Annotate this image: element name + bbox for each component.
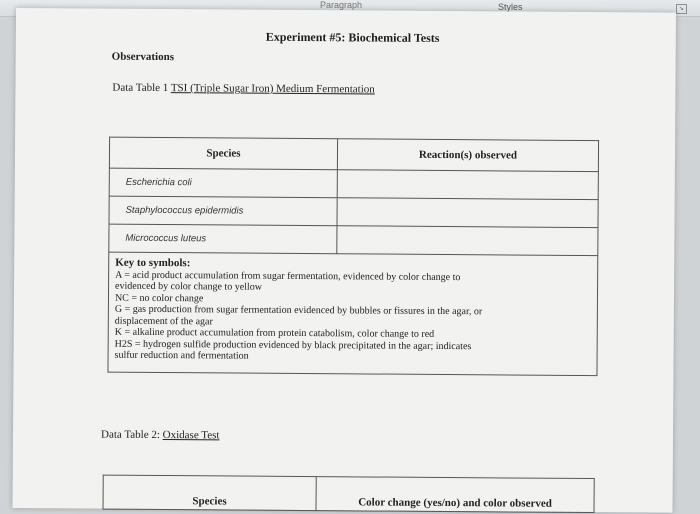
key-to-symbols bbox=[108, 252, 598, 375]
key-line: G = gas production from sugar fermentation evidenced by bubbles or fissures in the agar, or bbox=[114, 303, 483, 318]
column-header-reaction: Reaction(s) observed bbox=[337, 139, 598, 172]
tsi-table bbox=[107, 137, 599, 376]
section-heading: Observations bbox=[111, 50, 175, 64]
column-header-species: Species bbox=[103, 475, 316, 510]
ribbon-styles-label[interactable]: Styles bbox=[498, 2, 523, 12]
table1-caption bbox=[112, 82, 374, 96]
species-cell: Escherichia coli bbox=[109, 168, 337, 198]
table2-caption-prefix: Data Table 2: bbox=[100, 428, 163, 442]
table-header-row bbox=[103, 475, 594, 512]
column-header-species: Species bbox=[109, 137, 337, 170]
key-line: H2S = hydrogen sulfide production evidenced by black precipitated in the agar; indicates bbox=[114, 338, 472, 352]
key-line: displacement of the agar bbox=[114, 315, 213, 327]
table-row bbox=[109, 224, 598, 255]
key-line: K = alkaline product accumulation from protein catabolism, color change to red bbox=[114, 326, 435, 340]
table-row bbox=[109, 168, 598, 199]
ribbon-group-label: Paragraph bbox=[320, 0, 363, 10]
key-line: NC = no color change bbox=[114, 292, 204, 304]
table-row bbox=[109, 196, 598, 227]
table-header-row bbox=[109, 137, 598, 171]
key-line: evidenced by color change to yellow bbox=[115, 280, 262, 293]
key-line: sulfur reduction and fermentation bbox=[114, 349, 249, 362]
key-row bbox=[108, 252, 598, 375]
species-cell: Staphylococcus epidermidis bbox=[109, 196, 337, 226]
document-title: Experiment #5: Biochemical Tests bbox=[265, 29, 440, 45]
key-line: A = acid product accumulation from sugar fermentation, evidenced by color change to bbox=[115, 269, 461, 283]
column-header-color-change: Color change (yes/no) and color observed bbox=[316, 477, 594, 513]
table1-caption-link: TSI (Triple Sugar Iron) Medium Fermentation bbox=[170, 82, 375, 96]
dialog-launcher-icon[interactable]: ↘ bbox=[676, 4, 687, 14]
table2-caption bbox=[101, 429, 220, 442]
reaction-cell[interactable] bbox=[337, 198, 598, 228]
document-page[interactable] bbox=[13, 8, 676, 513]
table2-caption-link: Oxidase Test bbox=[162, 429, 220, 442]
table1-caption-prefix: Data Table 1 bbox=[112, 81, 171, 95]
reaction-cell[interactable] bbox=[337, 170, 598, 200]
oxidase-table bbox=[103, 475, 595, 513]
key-title: Key to symbols: bbox=[115, 256, 191, 270]
species-cell: Micrococcus luteus bbox=[109, 224, 337, 254]
reaction-cell[interactable] bbox=[337, 226, 598, 256]
